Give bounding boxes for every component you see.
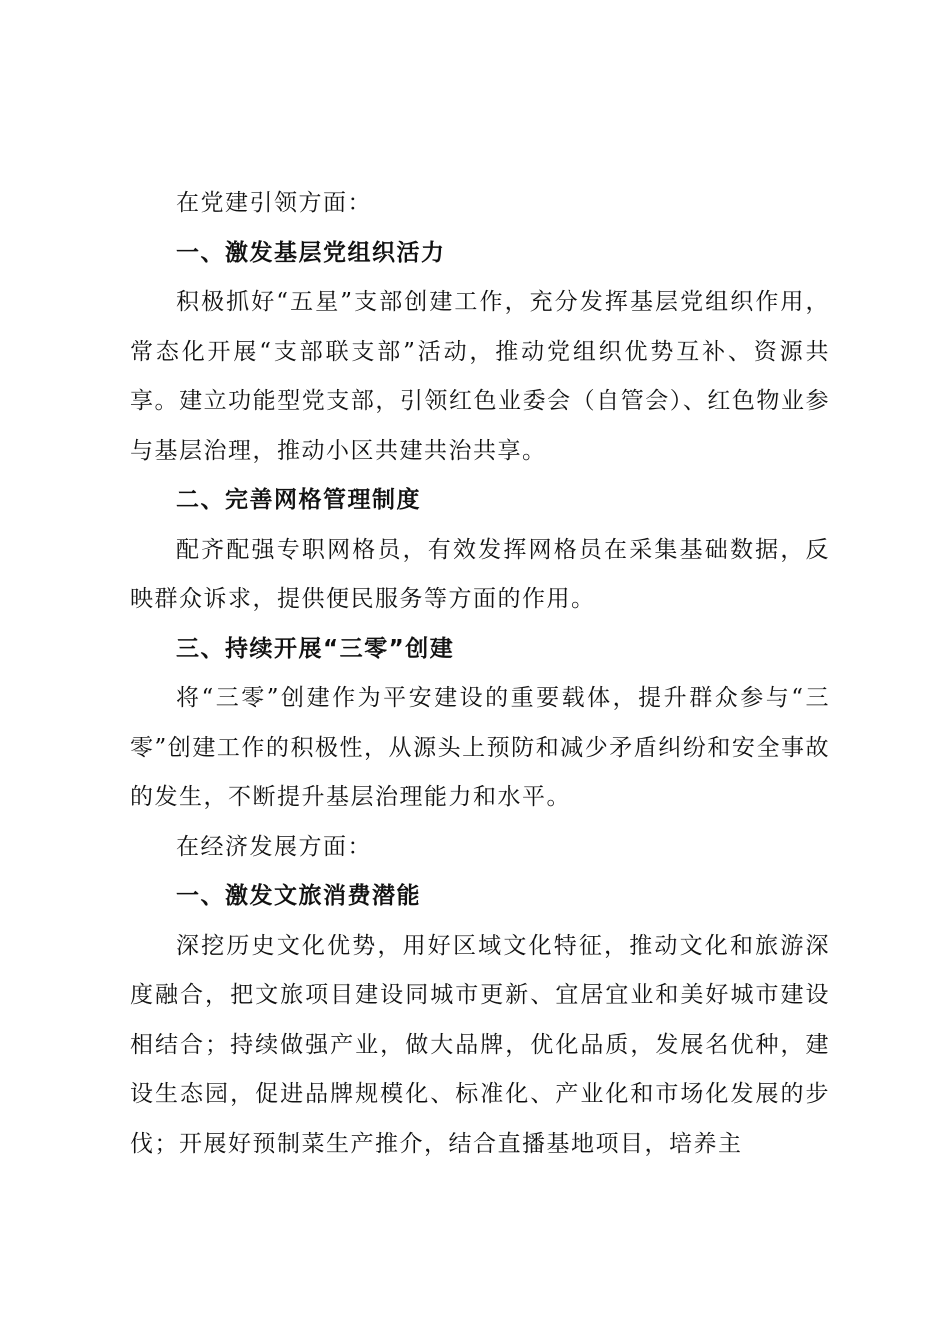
paragraph-grassroots-vitality: 积极抓好“五星”支部创建工作，充分发挥基层党组织作用，常态化开展“支部联支部”活动，推动党组织优势互补、资源共享。建立功能型党支部，引领红色业委会（自管会）、红色物业参与基层治理，推动小区共建共治共享。	[130, 289, 830, 464]
document-page	[130, 179, 830, 1169]
heading-grassroots-vitality: 一、激发基层党组织活力	[176, 239, 446, 266]
paragraph-grid-management: 配齐配强专职网格员，有效发挥网格员在采集基础数据，反映群众诉求，提供便民服务等方面的作用。	[130, 536, 830, 612]
paragraph-three-zero: 将“三零”创建作为平安建设的重要载体，提升群众参与“三零”创建工作的积极性，从源头上预防和减少矛盾纠纷和安全事故的发生，不断提升基层治理能力和水平。	[130, 685, 830, 810]
heading-three-zero: 三、持续开展“三零”创建	[176, 635, 455, 662]
paragraph-culture-tourism: 深挖历史文化优势，用好区域文化特征，推动文化和旅游深度融合，把文旅项目建设同城市更新、宜居宜业和美好城市建设相结合；持续做强产业，做大品牌，优化品质，发展名优种，建设生态园，促进品牌规模化、标准化、产业化和市场化发展的步伐；开展好预制菜生产推介，结合直播基地项目，培养主	[130, 932, 830, 1157]
heading-culture-tourism: 一、激发文旅消费潜能	[176, 883, 421, 909]
heading-grid-management: 二、完善网格管理制度	[176, 487, 421, 513]
section-intro-party: 在党建引领方面：	[176, 190, 372, 216]
section-intro-economy: 在经济发展方面：	[176, 833, 372, 860]
